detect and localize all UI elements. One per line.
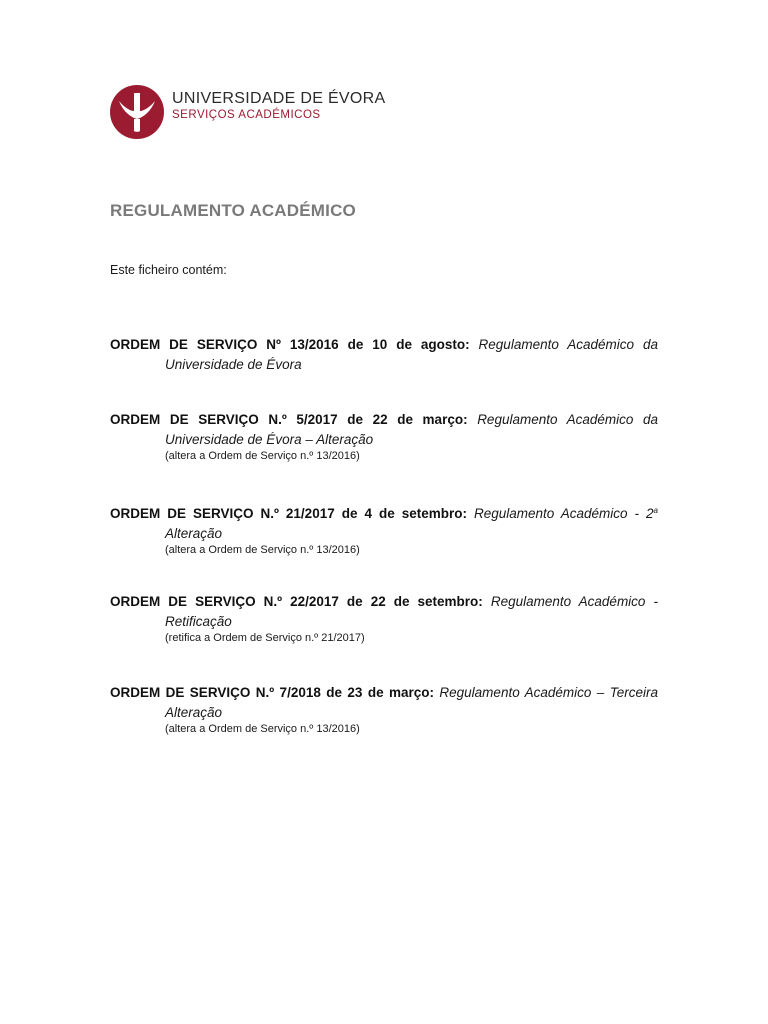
entry-code: ORDEM DE SERVIÇO N.º 5/2017 de 22 de março: [110,412,468,427]
entry-note: (altera a Ordem de Serviço n.º 13/2016) [165,723,360,735]
entry-heading [110,683,658,722]
entry-note: (altera a Ordem de Serviço n.º 13/2016) [165,450,360,462]
entry-os-22-2017 [110,592,658,645]
intro-text: Este ficheiro contém: [110,263,227,277]
entry-os-5-2017 [110,410,658,463]
entry-code: ORDEM DE SERVIÇO N.º 7/2018 de 23 de março: [110,685,434,700]
entry-description: Regulamento Académico da Universidade de Évora – Alteração [165,412,658,447]
entry-description: Regulamento Académico da Universidade de Évora [165,337,658,372]
entry-os-13-2016 [110,335,658,374]
entry-note: (altera a Ordem de Serviço n.º 13/2016) [165,544,360,556]
entry-description-tail: Alteração [165,525,223,541]
entry-description: Regulamento Académico - Retificação [165,594,658,629]
university-logo [110,84,385,140]
entry-heading [110,335,658,374]
entry-heading [110,592,658,631]
universidade-evora-emblem-icon [110,85,164,139]
entry-os-7-2018 [110,683,658,736]
entry-heading [110,410,658,449]
document-title: REGULAMENTO ACADÉMICO [110,201,356,220]
entry-description-ordinal: a [653,506,658,515]
entry-note: (retifica a Ordem de Serviço n.º 21/2017) [165,632,365,644]
entry-code: ORDEM DE SERVIÇO N.º 21/2017 de 4 de setembro: [110,506,467,521]
entry-heading [110,501,658,543]
entry-description-main: Regulamento Académico - 2 [473,506,654,521]
entry-os-21-2017 [110,501,658,557]
entry-code: ORDEM DE SERVIÇO N.º 22/2017 de 22 de setembro: [110,594,483,609]
entry-description: Regulamento Académico – Terceira Alteração [165,685,658,720]
university-name: UNIVERSIDADE DE ÉVORA [172,89,386,107]
department-name: SERVIÇOS ACADÉMICOS [172,108,321,121]
entry-code: ORDEM DE SERVIÇO Nº 13/2016 de 10 de agosto: [110,337,470,352]
